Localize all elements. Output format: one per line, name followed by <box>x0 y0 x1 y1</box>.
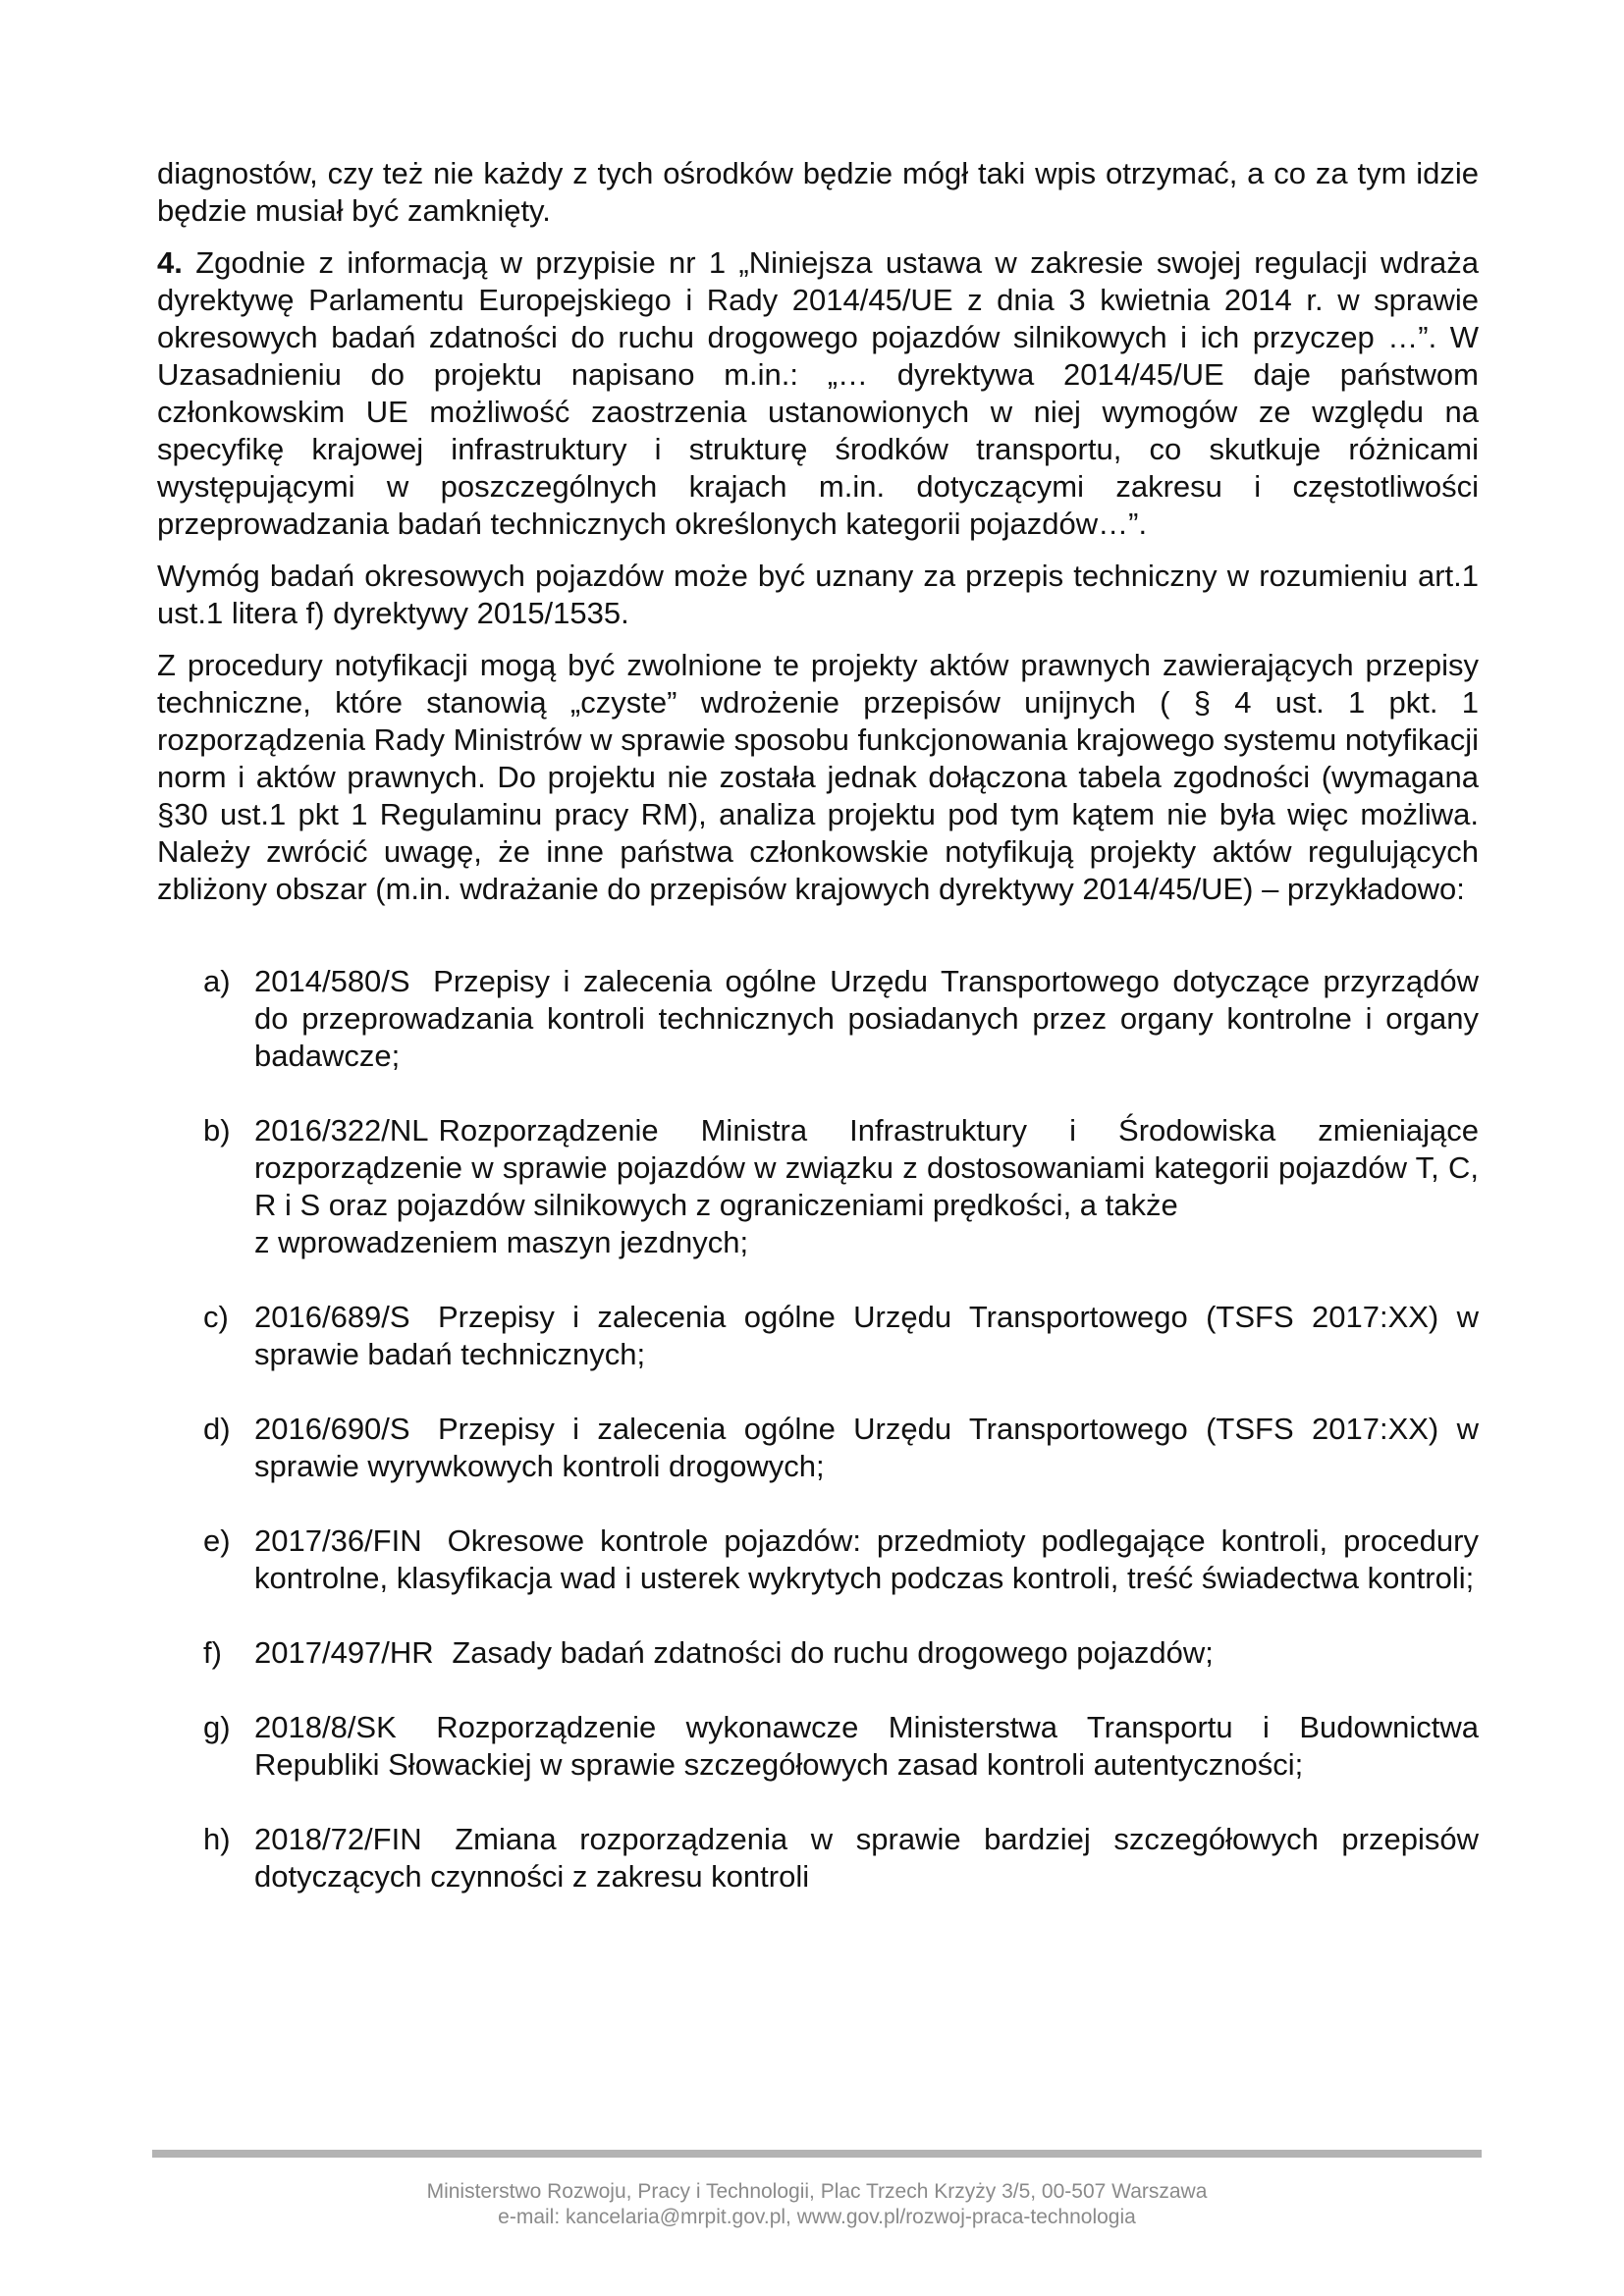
list-item-text-continued: z wprowadzeniem maszyn jezdnych; <box>254 1225 749 1259</box>
list-item-text: Rozporządzenie wykonawcze Ministerstwa Transportu i Budownictwa Republiki Słowackiej w sprawie szczegółowych zasad kontroli autentyczności; <box>254 1710 1480 1782</box>
list-item-text: Zmiana rozporządzenia w sprawie bardziej szczegółowych przepisów dotyczących czynności z zakresu kontroli <box>254 1822 1479 1894</box>
list-marker: b) <box>203 1113 231 1148</box>
list-marker: e) <box>203 1523 231 1558</box>
list-marker: c) <box>203 1300 229 1334</box>
paragraph-text: Zgodnie z informacją w przypisie nr 1 „Niniejsza ustawa w zakresie swojej regulacji wdraża dyrektywę Parlamentu Europejskiego i Rady 2014/45/UE z dnia 3 kwietnia 2014 r. w sprawie okresowych badań zdatności do ruchu drogowego pojazdów silnikowych i ich przyczep …”. W Uzasadnieniu do projektu napisano m.in.: „… dyrektywa 2014/45/UE daje państwom członkowskim UE możliwość zaostrzenia ustanowionych w niej wymogów ze względu na specyfikę krajowej infrastruktury i strukturę środków transportu, co skutkuje różnicami występującymi w poszczególnych krajach m.in. dotyczącymi zakresu i częstotliwości przeprowadzania badań technicznych określonych kategorii pojazdów…”. <box>157 245 1479 541</box>
list-item <box>157 1709 1479 1784</box>
list-marker: d) <box>203 1412 231 1446</box>
list-item-text: Przepisy i zalecenia ogólne Urzędu Transportowego dotyczące przyrządów do przeprowadzania kontroli technicznych posiadanych przez organy kontrolne i organy badawcze; <box>254 964 1479 1073</box>
list-item-text: Rozporządzenie Ministra Infrastruktury i Środowiska zmieniające rozporządzenie w sprawie pojazdów w związku z dostosowaniami kategorii pojazdów T, C, R i S oraz pojazdów silnikowych z ograniczeniami prędkości, a także <box>254 1113 1479 1222</box>
paragraph-text: diagnostów, czy też nie każdy z tych ośrodków będzie mógł taki wpis otrzymać, a co za tym idzie będzie musiał być zamknięty. <box>157 156 1479 228</box>
list-item <box>157 1411 1479 1485</box>
page-footer <box>152 2179 1482 2230</box>
list-item <box>157 1634 1479 1672</box>
list-marker: a) <box>203 964 231 998</box>
paragraph-technical-regulation <box>157 558 1479 632</box>
point-number: 4. <box>157 245 183 280</box>
list-item <box>157 963 1479 1075</box>
notification-code: 2018/72/FIN <box>254 1822 422 1856</box>
footer-contact: e-mail: kancelaria@mrpit.gov.pl, www.gov.pl/rozwoj-praca-technologia <box>498 2206 1136 2228</box>
list-item-text: Okresowe kontrole pojazdów: przedmioty podlegające kontroli, procedury kontrolne, klasyfikacja wad i usterek wykrytych podczas kontroli, treść świadectwa kontroli; <box>254 1523 1479 1595</box>
paragraph-point-4 <box>157 244 1479 543</box>
notification-code: 2016/690/S <box>254 1412 410 1446</box>
list-item <box>157 1299 1479 1373</box>
notification-code: 2017/497/HR <box>254 1635 434 1670</box>
list-item-text: Przepisy i zalecenia ogólne Urzędu Transportowego (TSFS 2017:XX) w sprawie badań technicznych; <box>254 1300 1479 1371</box>
list-item <box>157 1522 1479 1597</box>
list-marker: h) <box>203 1822 231 1856</box>
list-marker: g) <box>203 1710 231 1744</box>
paragraph-text: Wymóg badań okresowych pojazdów może być uznany za przepis techniczny w rozumieniu art.1 ust.1 litera f) dyrektywy 2015/1535. <box>157 559 1479 630</box>
paragraph-text: Z procedury notyfikacji mogą być zwolnione te projekty aktów prawnych zawierających przepisy techniczne, które stanowią „czyste” wdrożenie przepisów unijnych ( § 4 ust. 1 pkt. 1 rozporządzenia Rady Ministrów w sprawie sposobu funkcjonowania krajowego systemu notyfikacji norm i aktów prawnych. Do projektu nie została jednak dołączona tabela zgodności (wymagana §30 ust.1 pkt 1 Regulaminu pracy RM), analiza projektu pod tym kątem nie była więc możliwa. Należy zwrócić uwagę, że inne państwa członkowskie notyfikują projekty aktów regulujących zbliżony obszar (m.in. wdrażanie do przepisów krajowych dyrektywy 2014/45/UE) – przykładowo: <box>157 648 1479 906</box>
notification-code: 2016/322/NL <box>254 1113 429 1148</box>
notification-code: 2014/580/S <box>254 964 410 998</box>
document-body <box>157 155 1479 1933</box>
list-marker: f) <box>203 1635 222 1670</box>
list-item-text: Zasady badań zdatności do ruchu drogowego pojazdów; <box>452 1635 1214 1670</box>
footer-divider <box>152 2150 1482 2158</box>
notification-code: 2016/689/S <box>254 1300 410 1334</box>
list-item-text: Przepisy i zalecenia ogólne Urzędu Transportowego (TSFS 2017:XX) w sprawie wyrywkowych kontroli drogowych; <box>254 1412 1479 1483</box>
notification-examples-list <box>157 963 1479 1896</box>
list-item <box>157 1821 1479 1896</box>
notification-code: 2018/8/SK <box>254 1710 397 1744</box>
paragraph-continuation <box>157 155 1479 230</box>
paragraph-notification-procedure <box>157 647 1479 908</box>
notification-code: 2017/36/FIN <box>254 1523 422 1558</box>
footer-address: Ministerstwo Rozwoju, Pracy i Technologii, Plac Trzech Krzyży 3/5, 00-507 Warszawa <box>426 2180 1208 2203</box>
list-item <box>157 1112 1479 1261</box>
